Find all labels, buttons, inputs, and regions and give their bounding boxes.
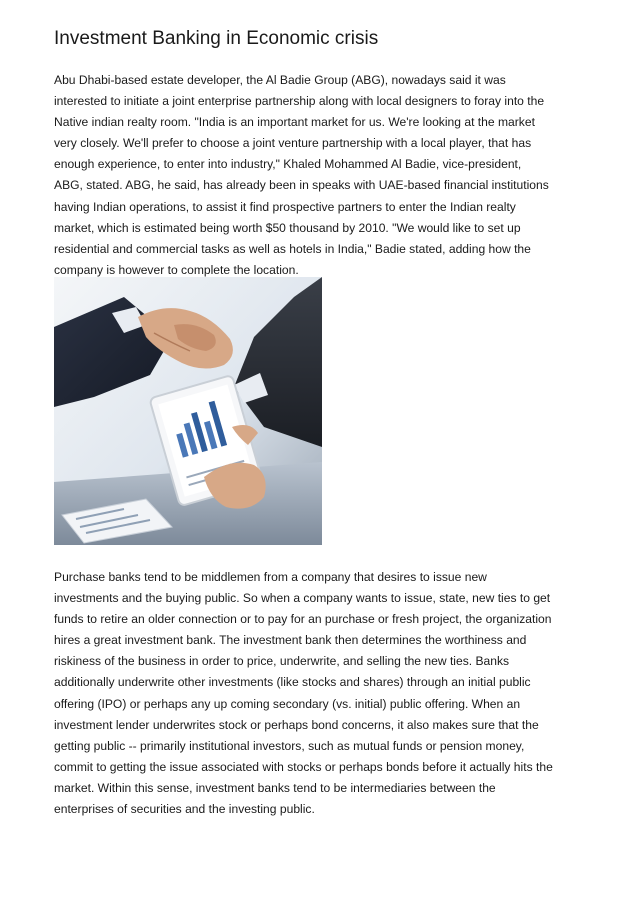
text-line: hires a great investment bank. The investment bank then determines the worthiness and [54, 633, 527, 648]
text-line: Purchase banks tend to be middlemen from a company that desires to issue new [54, 570, 487, 584]
text-line: company is however to complete the location. [54, 262, 299, 277]
text-line: Native indian realty room. "India is an important market for us. We're looking at the market [54, 115, 535, 130]
text-line: offering (IPO) or perhaps any up coming secondary (vs. initial) public offering. When an [54, 696, 521, 711]
document-title: Investment Banking in Economic crisis [54, 28, 379, 49]
text-line: having Indian operations, to assist it find prospective partners to enter the Indian realty [54, 199, 516, 214]
text-line: riskiness of the business in order to price, underwrite, and selling the new ties. Banks [54, 654, 510, 669]
text-line: additionally underwrite other investments (like stocks and shares) through an initial public [54, 675, 531, 690]
handshake-tablet-photo [54, 277, 322, 545]
text-line: market. Within this sense, investment banks tend to be intermediaries between the [54, 780, 496, 795]
text-line: commit to getting the issue associated with stocks or perhaps bonds before it actually hits the [54, 759, 553, 774]
text-line: enterprises of securities and the investing public. [54, 802, 315, 817]
text-line: very closely. We'll prefer to choose a joint venture partnership with a local player, that has [54, 136, 532, 151]
text-line: interested to initiate a joint enterprise partnership along with local designers to foray into the [54, 94, 545, 109]
text-line: enough experience, to enter into industry," Khaled Mohammed Al Badie, vice-president, [54, 157, 522, 172]
text-line: funds to retire an older connection or to pay for an purchase or fresh project, the organization [54, 612, 552, 627]
text-line: investments and the buying public. So when a company wants to issue, state, new ties to get [54, 591, 551, 606]
text-line: ABG, stated. ABG, he said, has already been in speaks with UAE-based financial institutions [54, 178, 549, 193]
text-line: residential and commercial tasks as well as hotels in India," Badie stated, adding how the [54, 241, 531, 256]
text-line: market, which is estimated being worth $50 thousand by 2010. "We would like to set up [54, 220, 521, 235]
paragraph-investment-banks [54, 567, 594, 820]
text-line: getting public -- primarily institutional investors, such as mutual funds or pension money, [54, 738, 525, 753]
paragraph-intro [54, 70, 594, 281]
text-line: investment lender underwrites stock or perhaps bond concerns, it also makes sure that the [54, 717, 539, 732]
text-line: Abu Dhabi-based estate developer, the Al Badie Group (ABG), nowadays said it was [54, 73, 506, 87]
